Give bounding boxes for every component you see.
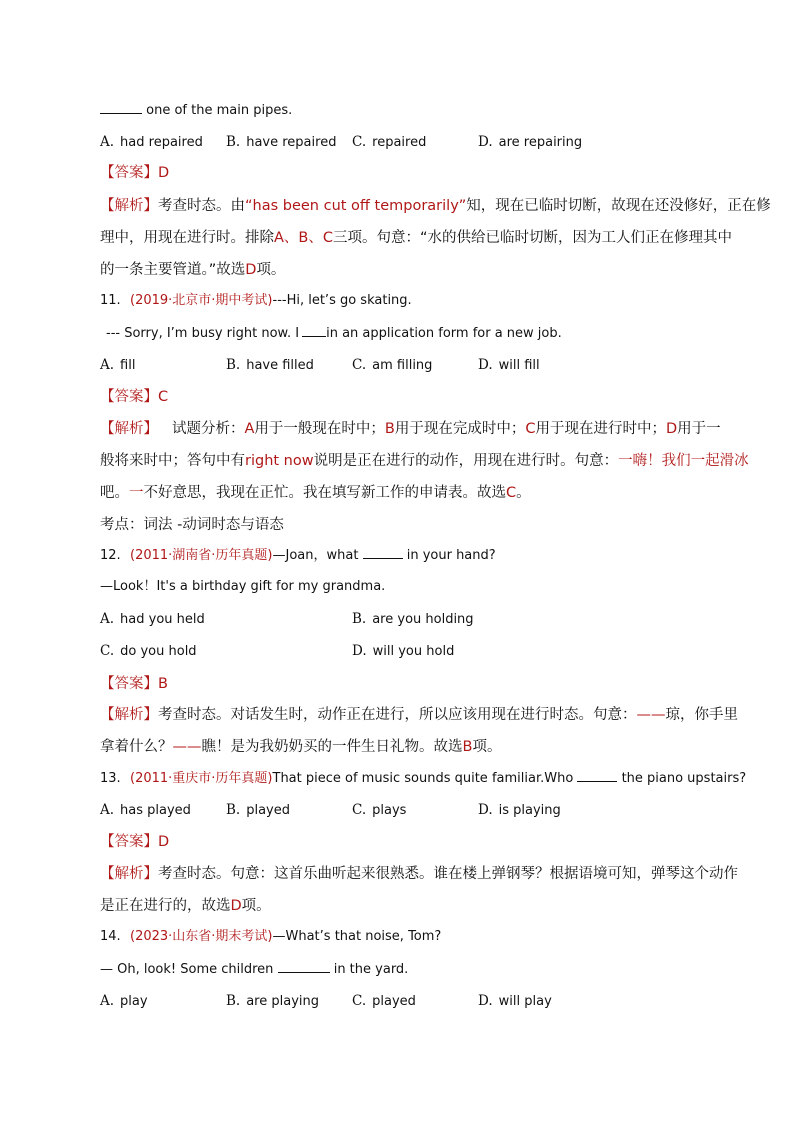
q12-option-c[interactable]: C. do you hold <box>100 643 197 659</box>
q12-option-d[interactable]: D. will you hold <box>352 643 455 659</box>
q11-header: 11. (2019·北京市·期中考试)---Hi, let’s go skating. <box>100 293 412 308</box>
answer-blank <box>100 100 142 114</box>
answer-blank <box>278 959 330 973</box>
q10-stem: one of the main pipes. <box>100 100 292 121</box>
q10-explanation-line-2: 理中，用现在进行时。排除A、B、C三项。句意：“水的供给已临时切断，因为工人们正在修理其中 <box>100 230 733 246</box>
q10-option-d[interactable]: D. are repairing <box>478 134 583 150</box>
q10-option-c[interactable]: C. repaired <box>352 134 427 150</box>
q12-answer: 【答案】B <box>100 676 168 692</box>
q10-explanation-line-3: 的一条主要管道。”故选D项。 <box>100 262 286 278</box>
q11-option-c[interactable]: C. am filling <box>352 357 433 373</box>
q11-explanation-line-1: 【解析】 试题分析：A用于一般现在时中；B用于现在完成时中；C用于现在进行时中；D用于一 <box>100 421 721 437</box>
q13-option-b[interactable]: B. played <box>226 802 290 818</box>
q10-option-a[interactable]: A. had repaired <box>100 134 203 150</box>
q14-header: 14. (2023·山东省·期末考试)—What’s that noise, Tom? <box>100 929 442 944</box>
q14-reply: — Oh, look! Some children in the yard. <box>100 959 408 980</box>
q11-explanation-line-3: 吧。一不好意思，我现在正忙。我在填写新工作的申请表。故选C。 <box>100 485 531 501</box>
q11-option-a[interactable]: A. fill <box>100 357 136 373</box>
q10-answer: 【答案】D <box>100 165 170 181</box>
q11-kaodian: 考点：词法 -动词时态与语态 <box>100 517 284 533</box>
q11-explanation-line-2: 般将来时中；答句中有right now说明是正在进行的动作，用现在进行时。句意：一嗨！我们一起滑冰 <box>100 453 749 469</box>
q12-option-b[interactable]: B. are you holding <box>352 611 474 627</box>
q12-explanation-line-2: 拿着什么？——瞧！是为我奶奶买的一件生日礼物。故选B项。 <box>100 739 502 755</box>
answer-blank <box>363 545 403 559</box>
q13-explanation-line-2: 是正在进行的，故选D项。 <box>100 898 271 914</box>
q10-explanation-line-1: 【解析】考查时态。由“has been cut off temporarily”知，现在已临时切断，故现在还没修好，正在修 <box>100 198 771 214</box>
q10-option-b[interactable]: B. have repaired <box>226 134 337 150</box>
q13-option-d[interactable]: D. is playing <box>478 802 561 818</box>
q11-reply: --- Sorry, I’m busy right now. I in an application form for a new job. <box>106 323 562 344</box>
q12-explanation-line-1: 【解析】考查时态。对话发生时，动作正在进行，所以应该用现在进行时态。句意：——琼，你手里 <box>100 707 738 723</box>
q13-explanation-line-1: 【解析】考查时态。句意：这首乐曲听起来很熟悉。谁在楼上弹钢琴？根据语境可知，弹琴这个动作 <box>100 866 738 882</box>
q13-option-c[interactable]: C. plays <box>352 802 407 818</box>
q14-option-d[interactable]: D. will play <box>478 993 552 1009</box>
q11-option-b[interactable]: B. have filled <box>226 357 314 373</box>
q13-answer: 【答案】D <box>100 834 170 850</box>
q13-option-a[interactable]: A. has played <box>100 802 191 818</box>
q12-option-a[interactable]: A. had you held <box>100 611 205 627</box>
q14-option-a[interactable]: A. play <box>100 993 148 1009</box>
q13-header: 13. (2011·重庆市·历年真题)That piece of music sounds quite familiar.Who the piano upstairs? <box>100 768 746 789</box>
q11-answer: 【答案】C <box>100 389 169 405</box>
answer-blank <box>302 323 326 337</box>
q14-option-b[interactable]: B. are playing <box>226 993 320 1009</box>
q11-option-d[interactable]: D. will fill <box>478 357 540 373</box>
answer-blank <box>577 768 617 782</box>
q12-reply: —Look！It's a birthday gift for my grandma. <box>100 579 386 594</box>
q14-option-c[interactable]: C. played <box>352 993 416 1009</box>
q12-header: 12. (2011·湖南省·历年真题)—Joan，what in your hand? <box>100 545 496 566</box>
